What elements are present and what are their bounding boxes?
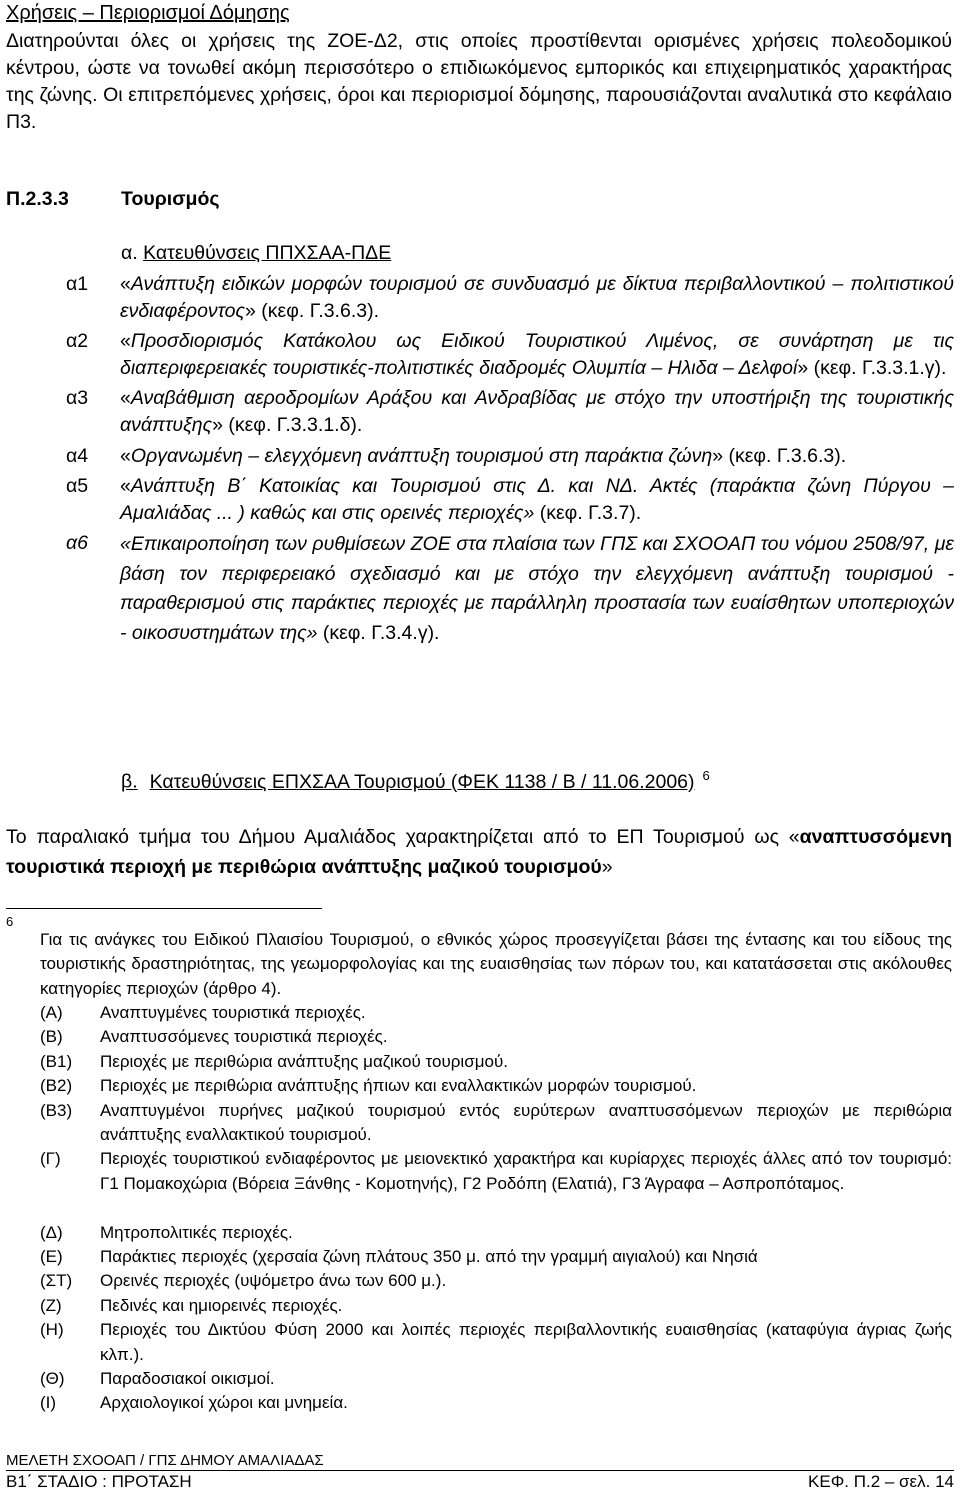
closing-emphasis: αναπτυσσόμενη τουριστικά περιοχή με περιθώρια ανάπτυξης μαζικού τουρισμού [6,826,952,878]
item-label: α6 [66,532,88,555]
footnote-divider [6,908,322,909]
item-text: Ανάπτυξη Β΄ Κατοικίας και Τουρισμού στις Δ. και ΝΔ. Ακτές (παράκτια ζώνη Πύργου – Αμαλιάδας ... ) καθώς και στις ορεινές περιοχές» [120,475,954,524]
category-text: Αναπτυγμένοι πυρήνες μαζικού τουρισμού εντός ευρύτερων αναπτυσσόμενων περιοχών με περιθώρια ανάπτυξης εναλλακτικού τουρισμού. [100,1100,952,1144]
item-reference: » (κεφ. Γ.3.3.1.δ). [212,413,363,436]
category-row [0,1074,960,1098]
closing-quote-close: » [601,856,613,878]
category-text: Περιοχές τουριστικού ενδιαφέροντος με μειονεκτικό χαρακτήρα και κυρίαρχες περιοχές άλλες από τον τουρισμό: Γ1 Πομακοχώρια (Βόρεια Ξάνθης - Κομοτηνής), Γ2 Ροδόπη (Ελατιά), Γ3 Άγραφα – Ασπροπόταμος. [100,1149,952,1193]
item-text: Προσδιορισμός Κατάκολου ως Ειδικού Τουριστικού Λιμένος, σε συνάρτηση με τις διαπεριφερειακές τουριστικές-πολιτιστικές διαδρομές Ολυμπία – Ηλιδα – Δελφοί [120,330,954,379]
category-text: Περιοχές με περιθώρια ανάπτυξης μαζικού τουρισμού. [100,1051,508,1071]
category-row [0,1318,960,1367]
item-text: «Επικαιροποίηση των ρυθμίσεων ΖΟΕ στα πλαίσια των ΓΠΣ και ΣΧΟΟΑΠ του νόμου 2508/97, με βάση τον περιφερειακό σχεδιασμό και με στόχο την ελεγχόμενη ανάπτυξη τουρισμού - παραθερισμού στις παράκτιες περιοχές με παράλληλη προστασία των ευαίσθητων υποπεριοχών - οικοσυστημάτων της» [120,533,954,644]
list-item [66,385,954,438]
category-code: (Ζ) [40,1295,62,1315]
subheading-b-label: β. [121,770,138,793]
category-row [0,1367,960,1391]
category-row [0,1269,960,1293]
section-heading: Χρήσεις – Περιορισμοί Δόμησης [6,2,290,24]
subheading-a-label: α. [121,242,138,264]
footer-stage: Β1΄ ΣΤΑΔΙΟ : ΠΡΟΤΑΣΗ [6,1472,192,1491]
category-text: Αρχαιολογικοί χώροι και μνημεία. [100,1393,348,1413]
quote-open: « [120,475,131,498]
category-text: Ορεινές περιοχές (υψόμετρο άνω των 600 μ.). [100,1271,447,1291]
item-reference: » (κεφ. Γ.3.6.3). [712,444,847,467]
intro-paragraph: Διατηρούνται όλες οι χρήσεις της ΖΟΕ-Δ2, στις οποίες προστίθενται ορισμένες χρήσεις πολεοδομικού κέντρου, ώστε να τονωθεί ακόμη περισσότερο ο επιδιωκόμενος εμπορικός και επιχειρηματικός χαρακτήρας της ζώνης. Οι επιτρεπόμενες χρήσεις, όροι και περιορισμοί δόμησης, παρουσιάζονται αναλυτικά στο κεφάλαιο Π3. [6,30,952,133]
item-text: Οργανωμένη – ελεγχόμενη ανάπτυξη τουρισμού στη παράκτια ζώνη [130,444,713,467]
item-reference: (κεφ. Γ.3.7). [534,501,642,524]
subheading-b-text: Κατευθύνσεις ΕΠΧΣΑΑ Τουρισμού (ΦΕΚ 1138 / Β / 11.06.2006) [149,770,695,793]
item-reference: (κεφ. Γ.3.4.γ). [317,621,440,644]
footnote-reference: 6 [702,768,710,783]
category-code: (Β3) [40,1100,73,1120]
item-label: α2 [66,330,89,353]
closing-paragraph [6,822,952,882]
quote-open: « [120,387,131,410]
section-number: Π.2.3.3 [6,188,69,210]
item-label: α5 [66,475,89,498]
category-text: Αναπτυγμένες τουριστικά περιοχές. [100,1003,366,1022]
category-code: (Β) [40,1027,63,1047]
item-reference: » (κεφ. Γ.3.3.1.γ). [797,356,947,379]
subheading-a-text: Κατευθύνσεις ΠΠΧΣΑΑ-ΠΔΕ [143,242,392,264]
footnote-text: Για τις ανάγκες του Ειδικού Πλαισίου Τουρισμού, ο εθνικός χώρος προσεγγίζεται βάσει της έντασης και του είδους της τουριστικής δραστηριότητας, της γεωμορφολογίας και της ευαισθησίας των πόρων του, και κατατάσσεται στις ακόλουθες κατηγορίες περιοχών (άρθρο 4). [40,930,952,998]
footer-page-number: ΚΕΦ. Π.2 – σελ. 14 [808,1472,954,1491]
subheading-a [121,242,391,265]
category-text: Περιοχές του Δικτύου Φύση 2000 και λοιπές περιοχές περιβαλλοντικής ευαισθησίας (καταφύγια άγριας ζωής κλπ.). [100,1320,952,1364]
list-item [66,473,954,526]
item-label: α3 [66,387,89,410]
item-text: Ανάπτυξη ειδικών μορφών τουρισμού σε συνδυασμό με δίκτυα περιβαλλοντικού – πολιτιστικού ενδιαφέροντος [120,273,954,322]
item-label: α4 [66,444,89,467]
footer-study-title: ΜΕΛΕΤΗ ΣΧΟΟΑΠ / ΓΠΣ ΔΗΜΟΥ ΑΜΑΛΙΑΔΑΣ [6,1452,324,1469]
category-row [0,1221,960,1245]
list-item [66,443,954,470]
category-text: Περιοχές με περιθώρια ανάπτυξης ήπιων και εναλλακτικών μορφών τουρισμού. [100,1076,697,1096]
category-row [0,1050,960,1074]
subheading-b [121,768,710,794]
category-row [0,1001,960,1025]
category-text: Αναπτυσσόμενες τουριστικά περιοχές. [100,1027,388,1047]
directives-list [66,271,954,652]
list-item [66,530,954,648]
list-item [66,271,954,324]
category-text: Πεδινές και ημιορεινές περιοχές. [100,1295,343,1315]
category-text: Παράκτιες περιοχές (χερσαία ζώνη πλάτους 350 μ. από την γραμμή αιγιαλού) και Νησιά [100,1246,758,1266]
category-row [0,1099,960,1148]
list-item [66,328,954,381]
quote-open: « [120,330,131,353]
item-label: α1 [66,273,89,295]
footnote-categories [0,1001,960,1416]
category-code: (Δ) [40,1222,63,1242]
closing-text: Το παραλιακό τμήμα του Δήμου Αμαλιάδος χαρακτηρίζεται από το ΕΠ Τουρισμού ως « [6,826,800,848]
item-text: Αναβάθμιση αεροδρομίων Αράξου και Ανδραβίδας με στόχο την υποστήριξη της τουριστικής ανάπτυξης [120,387,954,436]
category-code: (Η) [40,1320,64,1340]
footnote-number: 6 [6,914,14,929]
category-row [0,1025,960,1049]
category-code: (Β1) [40,1051,73,1071]
item-reference: » (κεφ. Γ.3.6.3). [245,299,379,322]
quote-open: « [120,273,131,295]
category-row [0,1147,960,1220]
category-code: (Ε) [40,1246,63,1266]
category-code: (Θ) [40,1368,65,1388]
category-text: Μητροπολιτικές περιοχές. [100,1222,293,1242]
category-code: (ΣΤ) [40,1271,73,1291]
quote-open: « [120,444,131,467]
footer-divider [6,1470,954,1471]
section-title: Τουρισμός [121,188,220,210]
category-code: (Ι) [40,1393,57,1413]
category-code: (Β2) [40,1076,73,1096]
category-row [0,1391,960,1415]
category-code: (Γ) [40,1149,61,1169]
category-row [0,1245,960,1269]
category-text: Παραδοσιακοί οικισμοί. [100,1368,275,1388]
category-code: (Α) [40,1003,63,1022]
category-row [0,1294,960,1318]
